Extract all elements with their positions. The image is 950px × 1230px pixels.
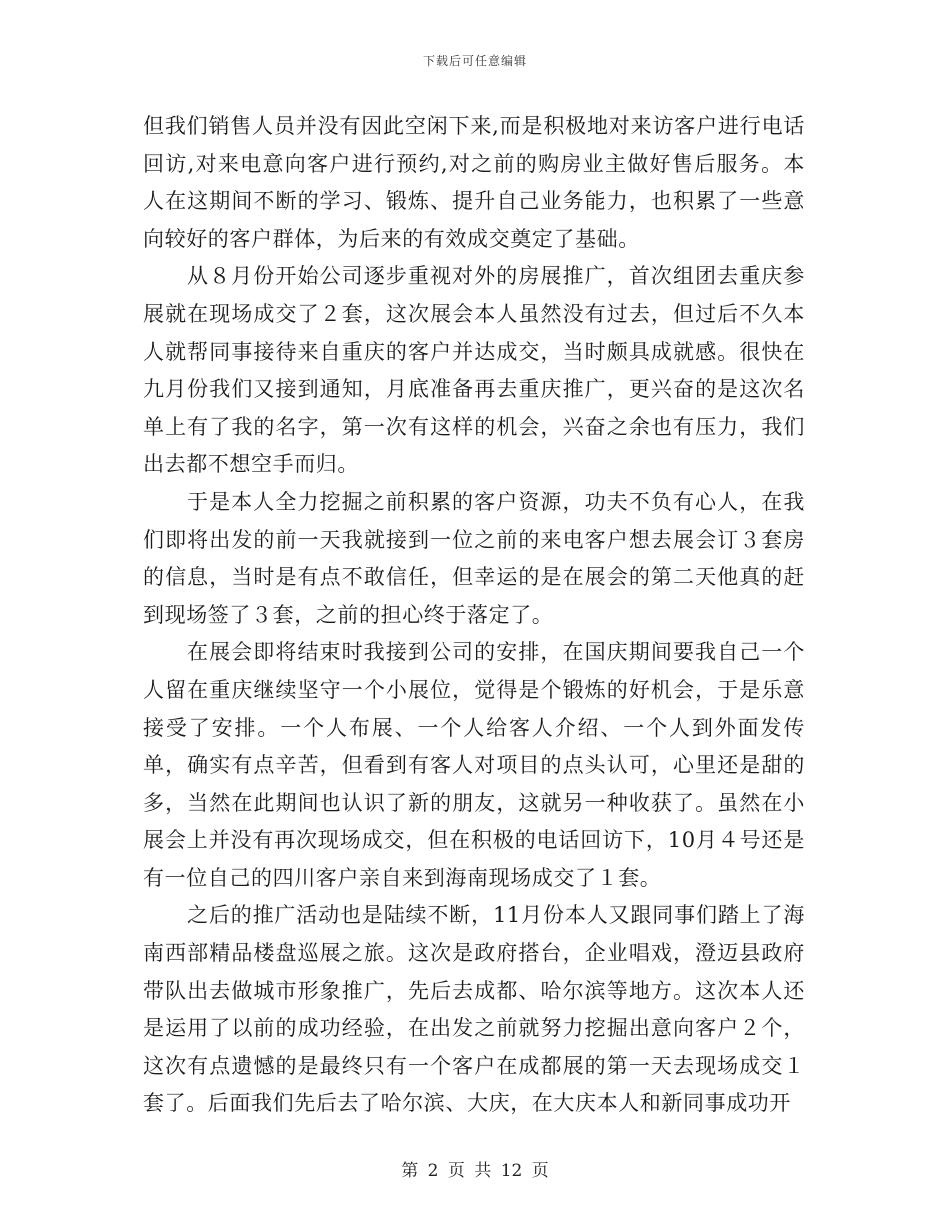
- page-header-note: 下载后可任意编辑: [422, 54, 527, 68]
- paragraph-1: 但我们销售人员并没有因此空闲下来,而是积极地对来访客户进行电话回访,对来电意向客户进行预约,对之前的购房业主做好售后服务。本人在这期间不断的学习、锻炼、提升自己业务能力，也积累了一些意向较好的客户群体，为后来的有效成交奠定了基础。: [143, 114, 805, 251]
- paragraph-2: 从８月份开始公司逐步重视对外的房展推广，首次组团去重庆参展就在现场成交了２套，这次展会本人虽然没有过去，但过后不久本人就帮同事接待来自重庆的客户并达成交，当时颇具成就感。很快在九月份我们又接到通知，月底准备再去重庆推广，更兴奋的是这次名单上有了我的名字，第一次有这样的机会，兴奋之余也有压力，我们出去都不想空手而归。: [143, 264, 805, 477]
- paragraph-4: 在展会即将结束时我接到公司的安排，在国庆期间要我自己一个人留在重庆继续坚守一个小展位，觉得是个锻炼的好机会，于是乐意接受了安排。一个人布展、一个人给客人介绍、一个人到外面发传单，确实有点辛苦，但看到有客人对项目的点头认可，心里还是甜的多，当然在此期间也认识了新的朋友，这就另一种收获了。虽然在小展会上并没有再次现场成交，但在积极的电话回访下，10月４号还是有一位自己的四川客户亲自来到海南现场成交了１套。: [143, 640, 805, 890]
- page-number-footer: 第 2 页 共 12 页: [401, 1161, 549, 1181]
- paragraph-5: 之后的推广活动也是陆续不断，11月份本人又跟同事们踏上了海南西部精品楼盘巡展之旅。这次是政府搭台，企业唱戏，澄迈县政府带队出去做城市形象推广，先后去成都、哈尔滨等地方。这次本人还是运用了以前的成功经验，在出发之前就努力挖掘出意向客户２个，这次有点遗憾的是最终只有一个客户在成都展的第一天去现场成交１套了。后面我们先后去了哈尔滨、大庆，在大庆本人和新同事成功开: [143, 903, 805, 1116]
- document-body: [143, 108, 805, 1123]
- paragraph-3: 于是本人全力挖掘之前积累的客户资源，功夫不负有心人，在我们即将出发的前一天我就接到一位之前的来电客户想去展会订３套房的信息，当时是有点不敢信任，但幸运的是在展会的第二天他真的赶到现场签了３套，之前的担心终于落定了。: [143, 489, 805, 627]
